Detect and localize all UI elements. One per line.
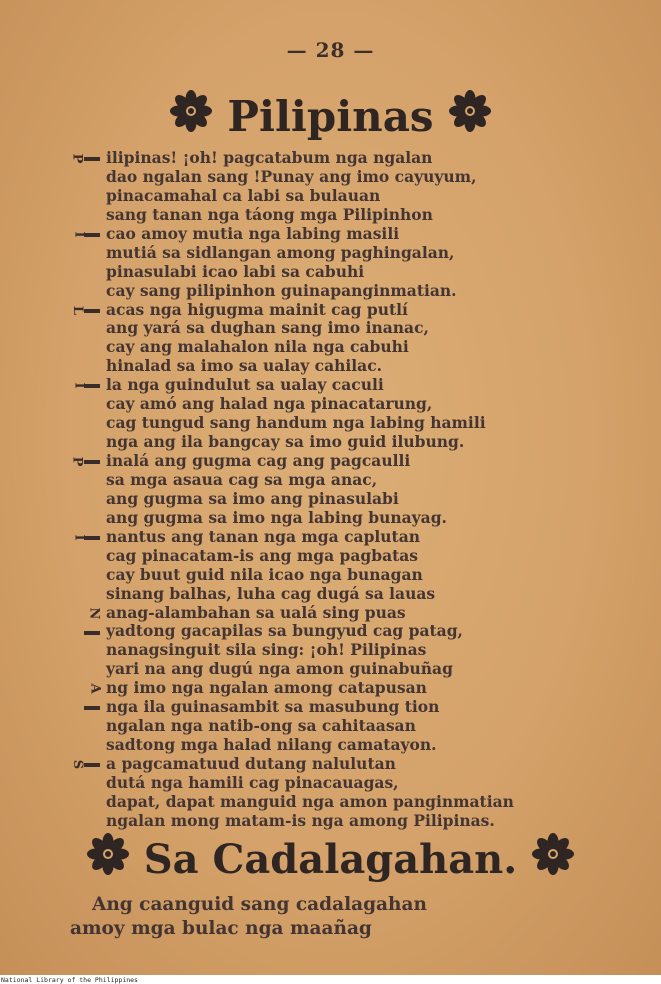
acrostic-letter: P (72, 452, 100, 471)
poem-line: yari na ang dugú nga amon guinabuñag (106, 659, 453, 679)
poem-line: ngalan nga natib-ong sa cahitaasan (106, 716, 416, 736)
poem-line: sadtong mga halad nilang camatayon. (106, 735, 437, 755)
library-credit: National Library of the Philippines (1, 976, 138, 984)
poem-line: acas nga higugma mainit cag putlí (106, 299, 408, 319)
poem-line: ang gugma sa imo nga labing bunayag. (106, 507, 447, 527)
poem-body (106, 149, 514, 831)
poem-line: cay sang pilipinhon guinapanginmatian. (106, 280, 457, 300)
poem-line: sang tanan nga táong mga Pilipinhon (106, 204, 433, 224)
flower-ornament-icon (531, 832, 575, 886)
poem-line: ang yará sa dughan sang imo inanac, (106, 318, 429, 338)
section-title (0, 832, 661, 886)
flower-ornament-icon (86, 832, 130, 886)
poem-title-text: Pilipinas (227, 91, 434, 141)
poem-line: mutiá sa sidlangan among paghingalan, (106, 242, 455, 262)
section-title-text: Sa Cadalagahan. (143, 835, 518, 883)
poem-line: ilipinas! ¡oh! pagcatabum nga ngalan (106, 148, 433, 167)
poem-line: ngalan mong matam-is nga among Pilipinas. (106, 810, 495, 830)
poem-line: ang gugma sa imo ang pinasulabi (106, 488, 399, 508)
poem-line: dutá nga hamili cag pinacauagas, (106, 772, 399, 792)
acrostic-letter: I (72, 225, 100, 244)
poem-line: nanagsinguit sila sing: ¡oh! Pilipinas (106, 640, 427, 660)
acrostic-letter: I (72, 528, 100, 547)
section-body (70, 893, 427, 941)
poem-line: pinacamahal ca labi sa bulauan (106, 185, 381, 205)
flower-ornament-icon (169, 89, 213, 143)
poem-line: dao ngalan sang !Punay ang imo cayuyum, (106, 166, 477, 186)
poem-line: yadtong gacapilas sa bungyud cag patag, (106, 621, 463, 641)
page-number: — 28 — (286, 38, 375, 62)
acrostic-letter: L (72, 301, 100, 320)
poem-line: inalá ang gugma cag ang pagcaulli (106, 451, 411, 470)
poem-line: cay amó ang halad nga pinacatarung, (106, 394, 433, 414)
flower-ornament-icon (448, 89, 492, 143)
acrostic-letter: A (72, 679, 100, 698)
poem-line: cao amoy mutia nga labing masili (106, 223, 400, 243)
poem-line: cay buut guid nila icao nga bunagan (106, 564, 423, 584)
poem-line: cag tungud sang handum nga labing hamili (106, 413, 486, 433)
poem-line: cag pinacatam-is ang mga pagbatas (106, 545, 419, 565)
poem-line: dapat, dapat manguid nga amon panginmatian (106, 791, 514, 811)
poem-line: cay ang malahalon nila nga cabuhi (106, 337, 409, 357)
acrostic-letter: S (72, 755, 100, 774)
poem-line: nantus ang tanan nga mga caplutan (106, 526, 421, 546)
acrostic-letter: P (72, 149, 100, 168)
poem-line: anag-alambahan sa ualá sing puas (106, 602, 406, 622)
acrostic-letter: N (72, 604, 100, 623)
poem-line: sinang balhas, luha cag dugá sa lauas (106, 583, 436, 603)
poem-line: ng imo nga ngalan among catapusan (106, 678, 427, 698)
poem-line: sa mga asaua cag sa mga anac, (106, 469, 378, 489)
poem-line: a pagcamatuud dutang nalulutan (106, 754, 396, 773)
poem-line: hinalad sa imo sa ualay cahilac. (106, 356, 383, 376)
poem-line: nga ang ila bangcay sa imo guid ilubung. (106, 432, 465, 452)
acrostic-letter: I (72, 376, 100, 395)
poem-title (0, 88, 661, 143)
poem-line: nga ila guinasambit sa masubung tion (106, 697, 440, 717)
section-line: amoy mga bulac nga maañag (70, 918, 372, 939)
section-line: Ang caanguid sang cadalagahan (92, 894, 427, 915)
poem-line: pinasulabi icao labi sa cabuhi (106, 261, 365, 281)
poem-line: la nga guindulut sa ualay caculi (106, 375, 384, 395)
